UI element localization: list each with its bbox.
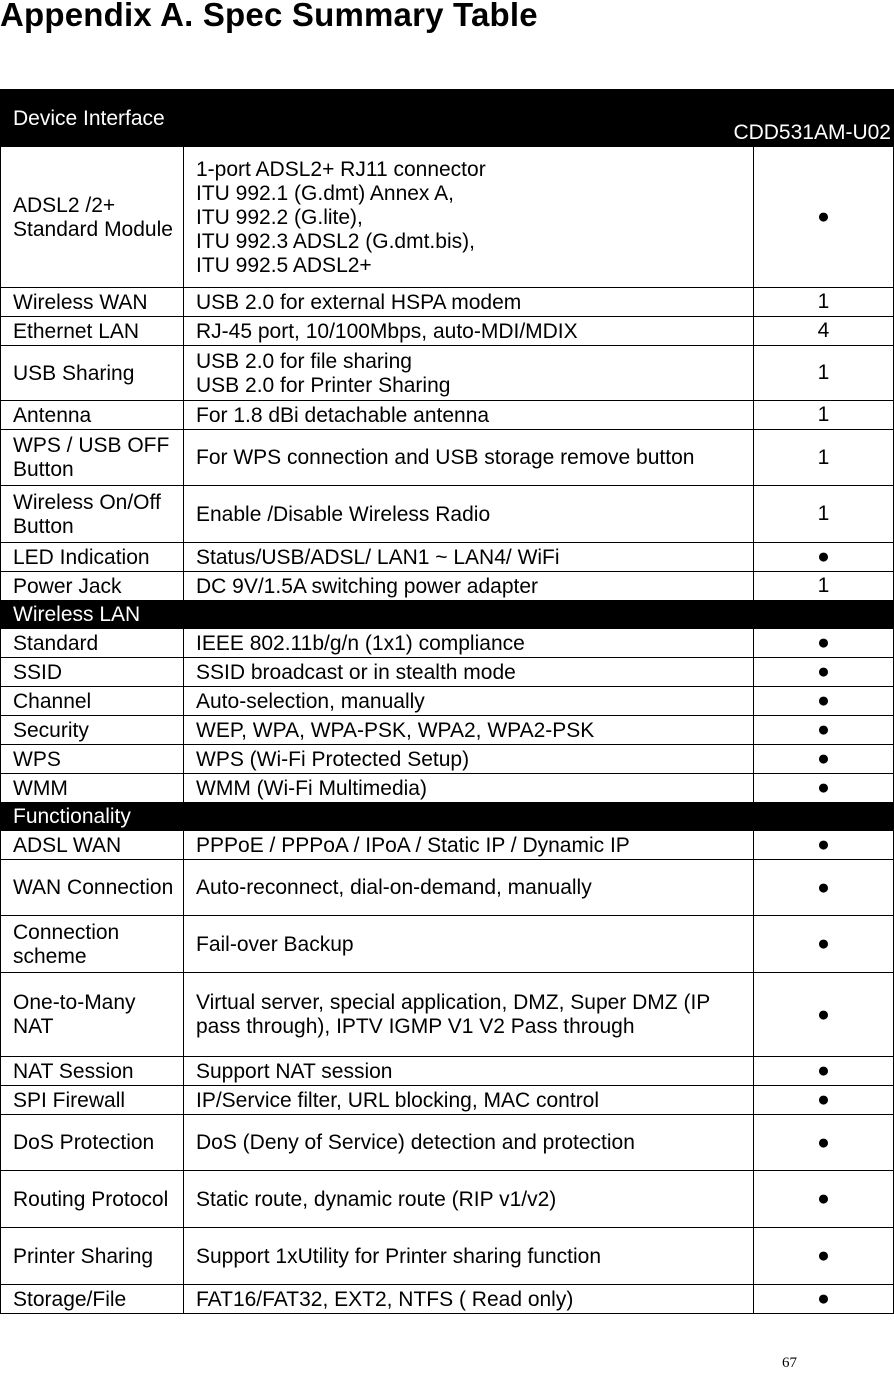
row-name: Printer Sharing bbox=[1, 1228, 184, 1285]
row-value: ● bbox=[754, 1285, 894, 1314]
table-row bbox=[1, 346, 894, 401]
table-row bbox=[1, 658, 894, 687]
row-name: Wireless On/Off Button bbox=[1, 486, 184, 543]
description-line: Status/USB/ADSL/ LAN1 ~ LAN4/ WiFi bbox=[196, 545, 560, 569]
row-description: Static route, dynamic route (RIP v1/v2) bbox=[184, 1171, 754, 1228]
table-row bbox=[1, 973, 894, 1057]
row-description: Fail-over Backup bbox=[184, 916, 754, 973]
row-value: 1 bbox=[754, 346, 894, 401]
header-label: Device Interface bbox=[1, 90, 184, 147]
row-value: ● bbox=[754, 1228, 894, 1285]
section-label: Wireless LAN bbox=[1, 601, 184, 629]
section-spacer bbox=[184, 803, 754, 831]
row-value: ● bbox=[754, 973, 894, 1057]
table-row bbox=[1, 486, 894, 543]
table-row bbox=[1, 1285, 894, 1314]
description-line: For WPS connection and USB storage remove button bbox=[196, 446, 695, 469]
row-value: ● bbox=[754, 1057, 894, 1086]
row-value: ● bbox=[754, 1086, 894, 1115]
row-description bbox=[184, 147, 754, 288]
row-value: ● bbox=[754, 745, 894, 774]
row-name: LED Indication bbox=[1, 543, 184, 572]
row-name: Ethernet LAN bbox=[1, 317, 184, 346]
row-value: 1 bbox=[754, 401, 894, 430]
row-name: Antenna bbox=[1, 401, 184, 430]
description-line: USB 2.0 for file sharing bbox=[196, 349, 412, 373]
row-description: Auto-selection, manually bbox=[184, 687, 754, 716]
description-line: DC 9V/1.5A switching power adapter bbox=[196, 574, 539, 598]
table-row bbox=[1, 745, 894, 774]
table-row bbox=[1, 401, 894, 430]
description-line: USB 2.0 for Printer Sharing bbox=[196, 373, 451, 397]
page-number: 67 bbox=[782, 1355, 797, 1371]
row-name: ADSL2 /2+ Standard Module bbox=[1, 147, 184, 288]
table-row bbox=[1, 317, 894, 346]
table-row bbox=[1, 543, 894, 572]
description-line: USB 2.0 for external HSPA modem bbox=[196, 290, 522, 314]
section-header bbox=[1, 601, 894, 629]
row-name: Security bbox=[1, 716, 184, 745]
section-spacer bbox=[184, 601, 894, 629]
description-line: 1-port ADSL2+ RJ11 connector bbox=[196, 157, 486, 181]
row-value: ● bbox=[754, 1171, 894, 1228]
description-line: Enable /Disable Wireless Radio bbox=[196, 502, 491, 526]
row-name: WPS / USB OFF Button bbox=[1, 430, 184, 486]
row-description: DoS (Deny of Service) detection and protection bbox=[184, 1115, 754, 1171]
row-description: IEEE 802.11b/g/n (1x1) compliance bbox=[184, 629, 754, 658]
row-description: WPS (Wi-Fi Protected Setup) bbox=[184, 745, 754, 774]
row-description bbox=[184, 401, 754, 430]
row-name: Standard bbox=[1, 629, 184, 658]
row-value: ● bbox=[754, 916, 894, 973]
spec-table bbox=[0, 89, 894, 1314]
row-value: ● bbox=[754, 831, 894, 860]
row-name: Channel bbox=[1, 687, 184, 716]
row-name: Connection scheme bbox=[1, 916, 184, 973]
row-description bbox=[184, 572, 754, 601]
row-name: Power Jack bbox=[1, 572, 184, 601]
row-value: ● bbox=[754, 1115, 894, 1171]
table-row bbox=[1, 1086, 894, 1115]
row-value: ● bbox=[754, 658, 894, 687]
page-title: Appendix A. Spec Summary Table bbox=[0, 0, 538, 33]
table-header-row bbox=[1, 90, 894, 147]
table-row bbox=[1, 147, 894, 288]
table-row bbox=[1, 716, 894, 745]
description-line: ITU 992.3 ADSL2 (G.dmt.bis), bbox=[196, 229, 475, 253]
row-description: Auto-reconnect, dial-on-demand, manually bbox=[184, 860, 754, 916]
row-name: Wireless WAN bbox=[1, 288, 184, 317]
table-row bbox=[1, 1228, 894, 1285]
header-model: CDD531AM-U02 bbox=[184, 90, 894, 147]
row-name: DoS Protection bbox=[1, 1115, 184, 1171]
table-row bbox=[1, 430, 894, 486]
description-line: For 1.8 dBi detachable antenna bbox=[196, 403, 490, 427]
row-name: Storage/File bbox=[1, 1285, 184, 1314]
row-name: USB Sharing bbox=[1, 346, 184, 401]
row-value: ● bbox=[754, 543, 894, 572]
description-line: ITU 992.2 (G.lite), bbox=[196, 205, 363, 229]
section-label: Functionality bbox=[1, 803, 184, 831]
table-row bbox=[1, 831, 894, 860]
table-row bbox=[1, 774, 894, 803]
row-description bbox=[184, 346, 754, 401]
row-value: ● bbox=[754, 147, 894, 288]
row-value: ● bbox=[754, 860, 894, 916]
row-value: ● bbox=[754, 687, 894, 716]
row-description: Support 1xUtility for Printer sharing function bbox=[184, 1228, 754, 1285]
table-row bbox=[1, 916, 894, 973]
row-description: SSID broadcast or in stealth mode bbox=[184, 658, 754, 687]
section-header bbox=[1, 803, 894, 831]
row-description: Support NAT session bbox=[184, 1057, 754, 1086]
table-row bbox=[1, 572, 894, 601]
section-spacer bbox=[754, 803, 894, 831]
row-name: WAN Connection bbox=[1, 860, 184, 916]
table-row bbox=[1, 1115, 894, 1171]
row-name: ADSL WAN bbox=[1, 831, 184, 860]
table-row bbox=[1, 629, 894, 658]
row-description bbox=[184, 543, 754, 572]
table-row bbox=[1, 860, 894, 916]
row-value: ● bbox=[754, 774, 894, 803]
row-description bbox=[184, 288, 754, 317]
table-row bbox=[1, 1171, 894, 1228]
row-value: 1 bbox=[754, 288, 894, 317]
row-value: 4 bbox=[754, 317, 894, 346]
row-name: SPI Firewall bbox=[1, 1086, 184, 1115]
table-row bbox=[1, 687, 894, 716]
table-row bbox=[1, 1057, 894, 1086]
row-description: FAT16/FAT32, EXT2, NTFS ( Read only) bbox=[184, 1285, 754, 1314]
row-description: WMM (Wi-Fi Multimedia) bbox=[184, 774, 754, 803]
row-name: WMM bbox=[1, 774, 184, 803]
description-line: RJ-45 port, 10/100Mbps, auto-MDI/MDIX bbox=[196, 319, 578, 343]
row-name: Routing Protocol bbox=[1, 1171, 184, 1228]
row-description: WEP, WPA, WPA-PSK, WPA2, WPA2-PSK bbox=[184, 716, 754, 745]
row-name: WPS bbox=[1, 745, 184, 774]
row-value: 1 bbox=[754, 486, 894, 543]
row-value: ● bbox=[754, 629, 894, 658]
row-value: ● bbox=[754, 716, 894, 745]
row-name: NAT Session bbox=[1, 1057, 184, 1086]
row-description: PPPoE / PPPoA / IPoA / Static IP / Dynamic IP bbox=[184, 831, 754, 860]
row-description: Virtual server, special application, DMZ, Super DMZ (IP pass through), IPTV IGMP V1 V2 Pass through bbox=[184, 973, 754, 1057]
description-line: ITU 992.5 ADSL2+ bbox=[196, 253, 372, 277]
row-name: SSID bbox=[1, 658, 184, 687]
row-description: IP/Service filter, URL blocking, MAC control bbox=[184, 1086, 754, 1115]
row-description bbox=[184, 486, 754, 543]
table-row bbox=[1, 288, 894, 317]
row-description bbox=[184, 317, 754, 346]
row-description bbox=[184, 430, 754, 486]
description-line: ITU 992.1 (G.dmt) Annex A, bbox=[196, 181, 454, 205]
row-value: 1 bbox=[754, 430, 894, 486]
row-name: One-to-Many NAT bbox=[1, 973, 184, 1057]
row-value: 1 bbox=[754, 572, 894, 601]
